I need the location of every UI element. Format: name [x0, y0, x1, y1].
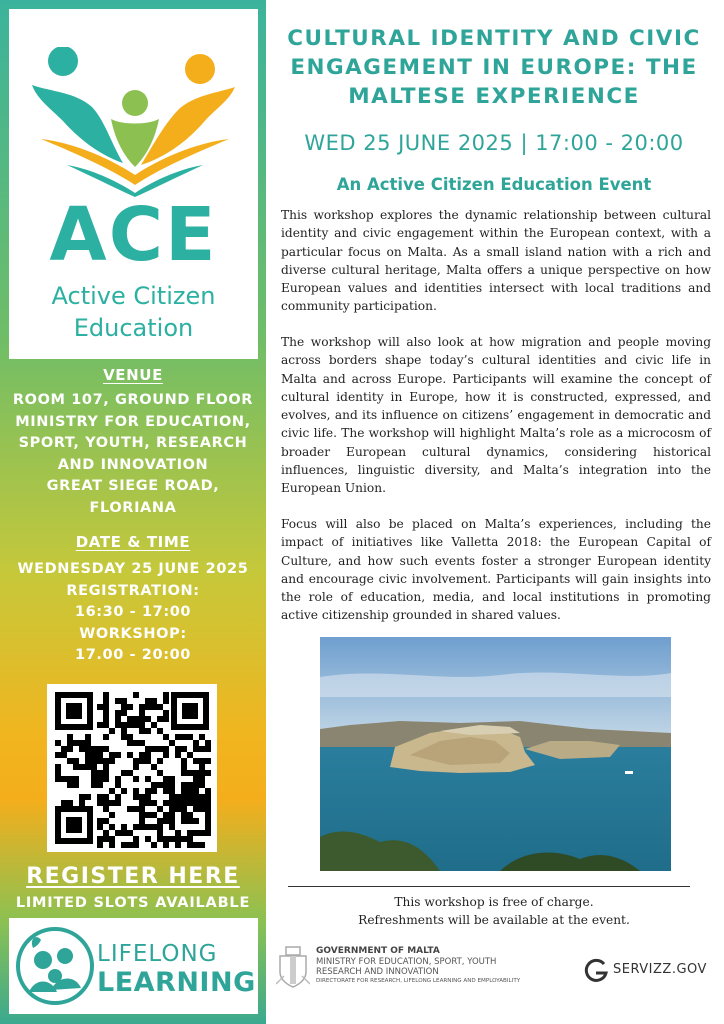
- description-paragraph: The workshop will also look at how migration and people moving across borders shape today’s cultural identities and civic life in Malta and across Europe. Participants will examine the concept of cultural identity in Europe, how it is constructed, expressed, and evolves, and its influence on citizens’ engagement in democratic and civic life. The workshop will highlight Malta’s role as a microcosm of broader European cultural dynamics, considering historical influences, linguistic diversity, and Malta’s integration into the European Union.: [281, 335, 711, 496]
- ministry-line: RESEARCH AND INNOVATION: [316, 967, 439, 977]
- ace-subtitle-line2: Education: [73, 314, 194, 342]
- description-paragraph: Focus will also be placed on Malta’s experiences, including the impact of initiatives like Valletta 2018: the European Capital of Culture, and how such events foster a stronger European identity and encourage civic involvement. Participants will gain insights into the role of education, media, and local institutions in promoting active citizenship grounded in shared values.: [281, 517, 711, 623]
- event-subtitle: An Active Citizen Education Event: [336, 175, 652, 194]
- title-line: ENGAGEMENT IN EUROPE: THE: [290, 55, 698, 80]
- refreshments-note: Refreshments will be available at the event.: [358, 913, 630, 927]
- free-of-charge-note: This workshop is free of charge.: [394, 895, 594, 909]
- lifelong-text: LIFELONG: [97, 941, 218, 967]
- description-paragraph: This workshop explores the dynamic relationship between cultural identity and civic engagement within the European context, with a particular focus on Malta. As a small island nation with a rich and diverse cultural heritage, Malta offers a unique perspective on how European values and identities intersect with local traditions and community participation.: [281, 208, 711, 314]
- title-line: CULTURAL IDENTITY AND CIVIC: [287, 26, 701, 51]
- ace-acronym: ACE: [49, 192, 218, 278]
- venue-heading: VENUE: [103, 366, 163, 384]
- government-of-malta-logo: [276, 944, 576, 994]
- datetime-line: 17.00 - 20:00: [75, 647, 191, 663]
- venue-line: ROOM 107, GROUND FLOOR: [12, 392, 254, 408]
- directorate-line: DIRECTORATE FOR RESEARCH, LIFELONG LEARNING AND EMPLOYABILITY: [316, 978, 521, 984]
- left-sidebar: [0, 0, 266, 1024]
- venue-details: [0, 390, 266, 519]
- limited-slots-note: LIMITED SLOTS AVAILABLE: [15, 895, 251, 911]
- venue-line: SPORT, YOUTH, RESEARCH: [18, 435, 248, 451]
- harbour-image-icon: [320, 637, 671, 871]
- datetime-line: WEDNESDAY 25 JUNE 2025: [17, 561, 249, 577]
- servizz-label: SERVIZZ.GOV: [613, 962, 707, 977]
- malta-coat-of-arms-icon: [276, 944, 310, 988]
- registration-qr-code[interactable]: [47, 684, 217, 852]
- datetime-line: 16:30 - 17:00: [74, 604, 192, 620]
- lifelong-learning-icon: [15, 926, 95, 1006]
- register-here-link[interactable]: REGISTER HERE: [26, 864, 240, 889]
- datetime-heading: DATE & TIME: [75, 533, 191, 551]
- servizz-icon: [583, 958, 609, 984]
- ace-logo: [9, 9, 258, 359]
- datetime-details: [0, 559, 266, 667]
- divider: [288, 886, 690, 887]
- lifelong-learning-logo: [9, 918, 258, 1014]
- venue-line: MINISTRY FOR EDUCATION,: [15, 413, 251, 430]
- ace-subtitle-line1: Active Citizen: [51, 282, 216, 310]
- qr-code-icon: [47, 684, 217, 852]
- event-title: [278, 24, 710, 111]
- datetime-line: REGISTRATION:: [66, 582, 200, 599]
- servizz-gov-logo: [583, 958, 713, 984]
- learning-text: LEARNING: [97, 967, 256, 998]
- title-line: MALTESE EXPERIENCE: [348, 84, 640, 109]
- ministry-line: MINISTRY FOR EDUCATION, SPORT, YOUTH: [316, 957, 497, 967]
- event-date: WED 25 JUNE 2025 | 17:00 - 20:00: [304, 131, 684, 155]
- people-logo-icon: [27, 47, 240, 197]
- malta-harbour-photo: [320, 637, 671, 871]
- gov-title: GOVERNMENT OF MALTA: [316, 946, 440, 956]
- venue-line: GREAT SIEGE ROAD,: [46, 478, 220, 494]
- datetime-line: WORKSHOP:: [79, 625, 187, 642]
- venue-line: AND INNOVATION: [57, 456, 209, 473]
- venue-line: FLORIANA: [89, 499, 177, 516]
